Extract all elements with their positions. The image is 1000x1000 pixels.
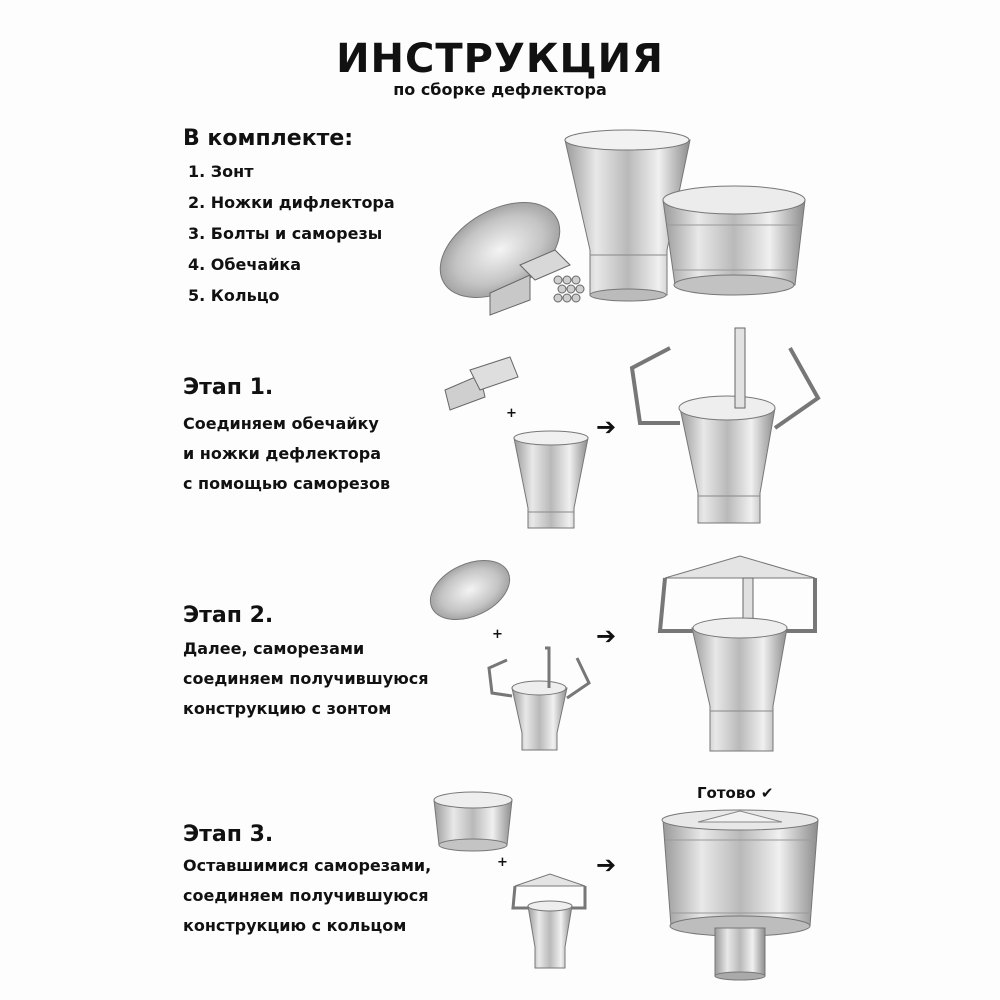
step-3-assembly-image [510, 872, 590, 970]
step-2-arrow: ➔ [596, 622, 617, 650]
step-2-line: Далее, саморезами [183, 639, 365, 658]
step-3-result-image [658, 808, 823, 980]
step-3-line: Оставшимися саморезами, [183, 856, 432, 875]
kit-item: 5. Кольцо [188, 286, 280, 305]
page-title: ИНСТРУКЦИЯ [336, 36, 664, 82]
kit-item: 3. Болты и саморезы [188, 224, 383, 243]
step-2-result-image [655, 556, 820, 756]
step-2-text [183, 634, 429, 724]
step-2-title: Этап 2. [183, 603, 274, 628]
step-1-plus: + [506, 406, 517, 421]
step-3-line: конструкцию с кольцом [183, 916, 407, 935]
step-3-ring-image [432, 790, 514, 852]
kit-heading: В комплекте: [183, 126, 354, 151]
step-3-plus: + [497, 855, 508, 870]
bolts-image [554, 276, 584, 302]
step-1-line: с помощью саморезов [183, 474, 391, 493]
kit-item: 4. Обечайка [188, 255, 302, 274]
step-1-text [183, 409, 390, 499]
step-3-text [183, 851, 431, 941]
step-2-line: конструкцию с зонтом [183, 699, 392, 718]
step-1-shell-image [512, 430, 590, 530]
kit-item: 2. Ножки дифлектора [188, 193, 395, 212]
step-1-line: и ножки дефлектора [183, 444, 381, 463]
step-1-title: Этап 1. [183, 375, 274, 400]
step-1-line: Соединяем обечайку [183, 414, 379, 433]
step-3-line: соединяем получившуюся [183, 886, 429, 905]
step-1-result-image [630, 328, 825, 528]
step-2-umbrella-image [428, 558, 513, 623]
ring-image [663, 186, 805, 295]
step-2-line: соединяем получившуюся [183, 669, 429, 688]
kit-image [435, 125, 815, 320]
step-3-title: Этап 3. [183, 822, 274, 847]
done-label [697, 784, 773, 802]
kit-list [188, 162, 395, 317]
step-1-arrow: ➔ [596, 413, 617, 441]
step-2-plus: + [492, 627, 503, 642]
step-1-legs-image [440, 355, 520, 410]
kit-item: 1. Зонт [188, 162, 254, 181]
page-subtitle: по сборке дефлектора [393, 80, 607, 99]
done-text: Готово [697, 784, 756, 802]
check-icon: ✔ [760, 784, 774, 802]
step-2-frame-image [487, 648, 592, 753]
step-3-arrow: ➔ [596, 851, 617, 879]
